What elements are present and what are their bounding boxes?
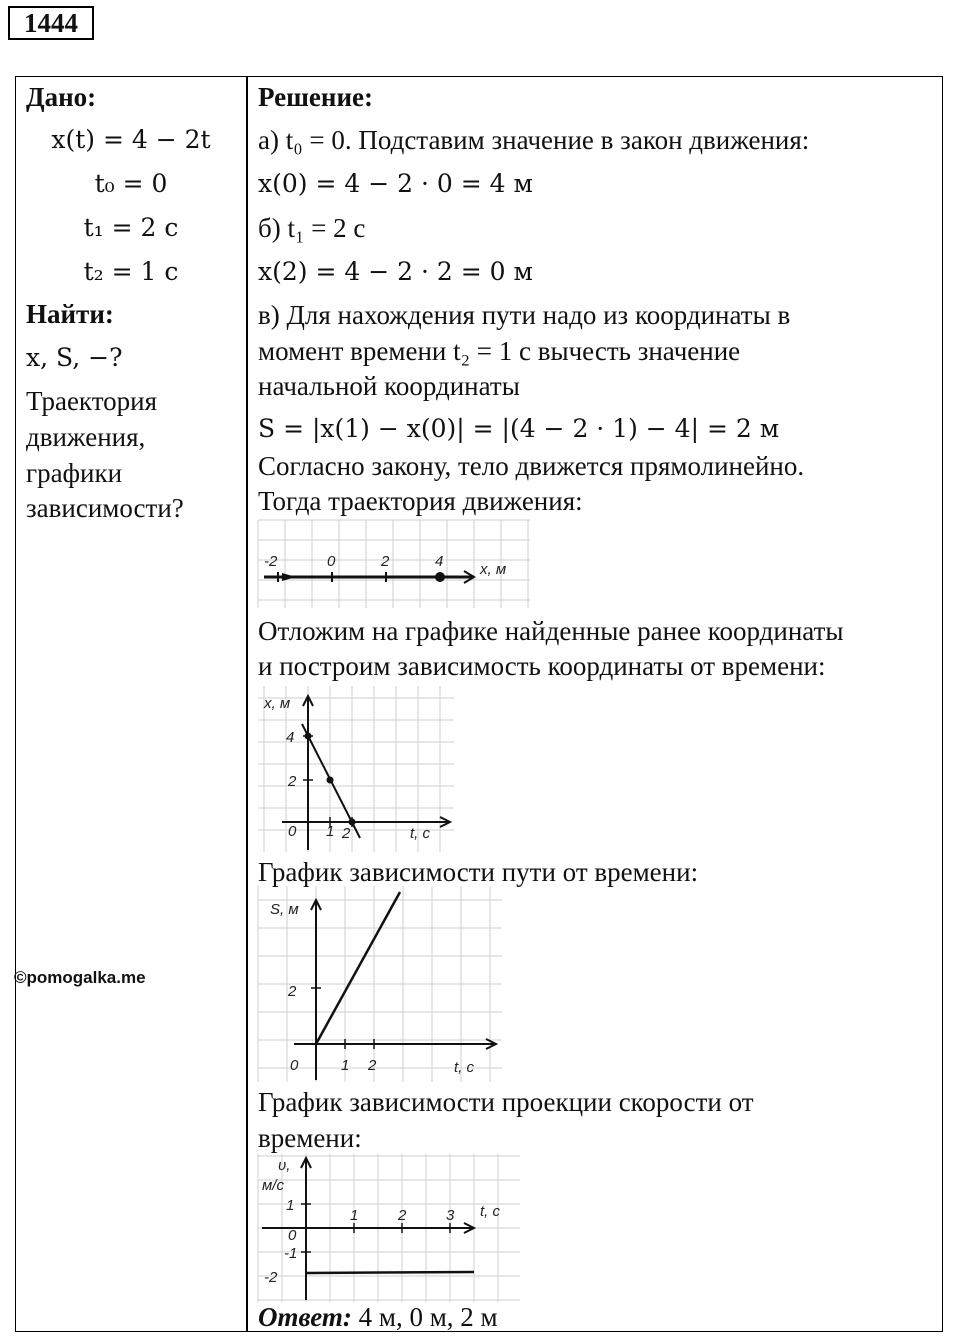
column-divider [246, 76, 248, 1332]
find-line-2: Траектория [26, 386, 158, 416]
trajectory-tick-label: 0 [327, 553, 336, 570]
given-line-t2: t₂ = 1 с [83, 257, 179, 286]
answer-value: 4 м, 0 м, 2 м [358, 1302, 498, 1332]
coordinate-x-tick: 1 [326, 823, 335, 840]
coordinate-y-tick: 2 [288, 773, 297, 790]
velocity-x-tick: 2 [398, 1207, 407, 1224]
solution-vel-text-2: времени: [258, 1123, 362, 1153]
solution-coord-text-1: Отложим на графике найденные ранее координаты [258, 616, 844, 646]
path-y-label: S, м [270, 901, 299, 918]
path-x-label: t, с [454, 1059, 475, 1076]
coordinate-point [327, 777, 334, 784]
solution-law-text: Согласно закону, тело движется прямолинейно. [258, 451, 805, 481]
path-line [316, 892, 400, 1044]
velocity-line [306, 1272, 474, 1273]
solution-vel-text-1: График зависимости проекции скорости от [258, 1087, 754, 1117]
trajectory-tick-label: 4 [435, 553, 444, 570]
find-line-4: графики [26, 458, 123, 488]
velocity-y-tick: 1 [286, 1197, 295, 1214]
velocity-x-tick: 1 [350, 1207, 359, 1224]
answer-line [258, 1300, 498, 1334]
velocity-x-label: t, с [480, 1203, 501, 1220]
velocity-y-tick: -2 [264, 1269, 278, 1286]
solution-coord-text-2: и построим зависимость координаты от времени: [258, 651, 826, 681]
given-line-law: x(t) = 4 − 2t [51, 125, 211, 154]
velocity-y-tick: 0 [288, 1227, 297, 1244]
path-graph [258, 886, 502, 1082]
coordinate-x-tick: 2 [342, 825, 351, 842]
trajectory-axis-label: x, м [480, 561, 507, 578]
watermark: ©pomogalka.me [14, 968, 146, 987]
path-x-tick: 0 [290, 1057, 299, 1074]
coordinate-point [305, 733, 312, 740]
velocity-graph [258, 1154, 520, 1302]
given-header: Дано: [26, 82, 97, 112]
find-line-1: x, S, −? [26, 343, 123, 372]
problem-number: 1444 [8, 6, 94, 40]
find-header: Найти: [26, 299, 114, 329]
trajectory-tick-label: 2 [381, 553, 390, 570]
solution-v-calc: S = |x(1) − x(0)| = |(4 − 2 · 1) − 4| = 2 м [258, 414, 780, 443]
find-line-3: движения, [26, 422, 146, 452]
solution-b-text: б) t₁ = 2 с [258, 213, 366, 243]
trajectory-end-point [435, 572, 445, 582]
solution-header: Решение: [258, 82, 373, 112]
path-x-tick: 2 [368, 1057, 377, 1074]
coordinate-graph [258, 686, 454, 852]
coordinate-x-tick: 0 [288, 823, 297, 840]
answer-label: Ответ: [258, 1302, 352, 1332]
solution-v-text-1: в) Для нахождения пути надо из координаты в [258, 300, 791, 330]
coordinate-x-label: t, с [410, 825, 431, 842]
solution-v-text-3: начальной координаты [258, 371, 520, 401]
coordinate-y-label: x, м [264, 695, 291, 712]
solution-b-calc: x(2) = 4 − 2 · 2 = 0 м [258, 257, 533, 286]
find-line-5: зависимости? [26, 493, 184, 523]
coordinate-y-tick: 4 [286, 729, 295, 746]
solution-traj-text: Тогда траектория движения: [258, 486, 583, 516]
solution-a-calc: x(0) = 4 − 2 · 0 = 4 м [258, 169, 533, 198]
path-y-tick: 2 [288, 983, 297, 1000]
trajectory-graph [258, 520, 530, 608]
velocity-x-tick: 3 [446, 1207, 455, 1224]
velocity-y-label: υ, [278, 1157, 291, 1174]
given-line-t1: t₁ = 2 с [83, 213, 179, 242]
velocity-y-unit: м/с [262, 1177, 284, 1194]
solution-path-text: График зависимости пути от времени: [258, 857, 699, 887]
velocity-y-tick: -1 [284, 1245, 298, 1262]
solution-a-text: а) t₀ = 0. Подставим значение в закон движения: [258, 125, 810, 155]
solution-v-text-2: момент времени t₂ = 1 с вычесть значение [258, 336, 741, 366]
path-x-tick: 1 [341, 1057, 350, 1074]
given-line-t0: t₀ = 0 [94, 169, 168, 198]
trajectory-tick-label: -2 [264, 553, 278, 570]
